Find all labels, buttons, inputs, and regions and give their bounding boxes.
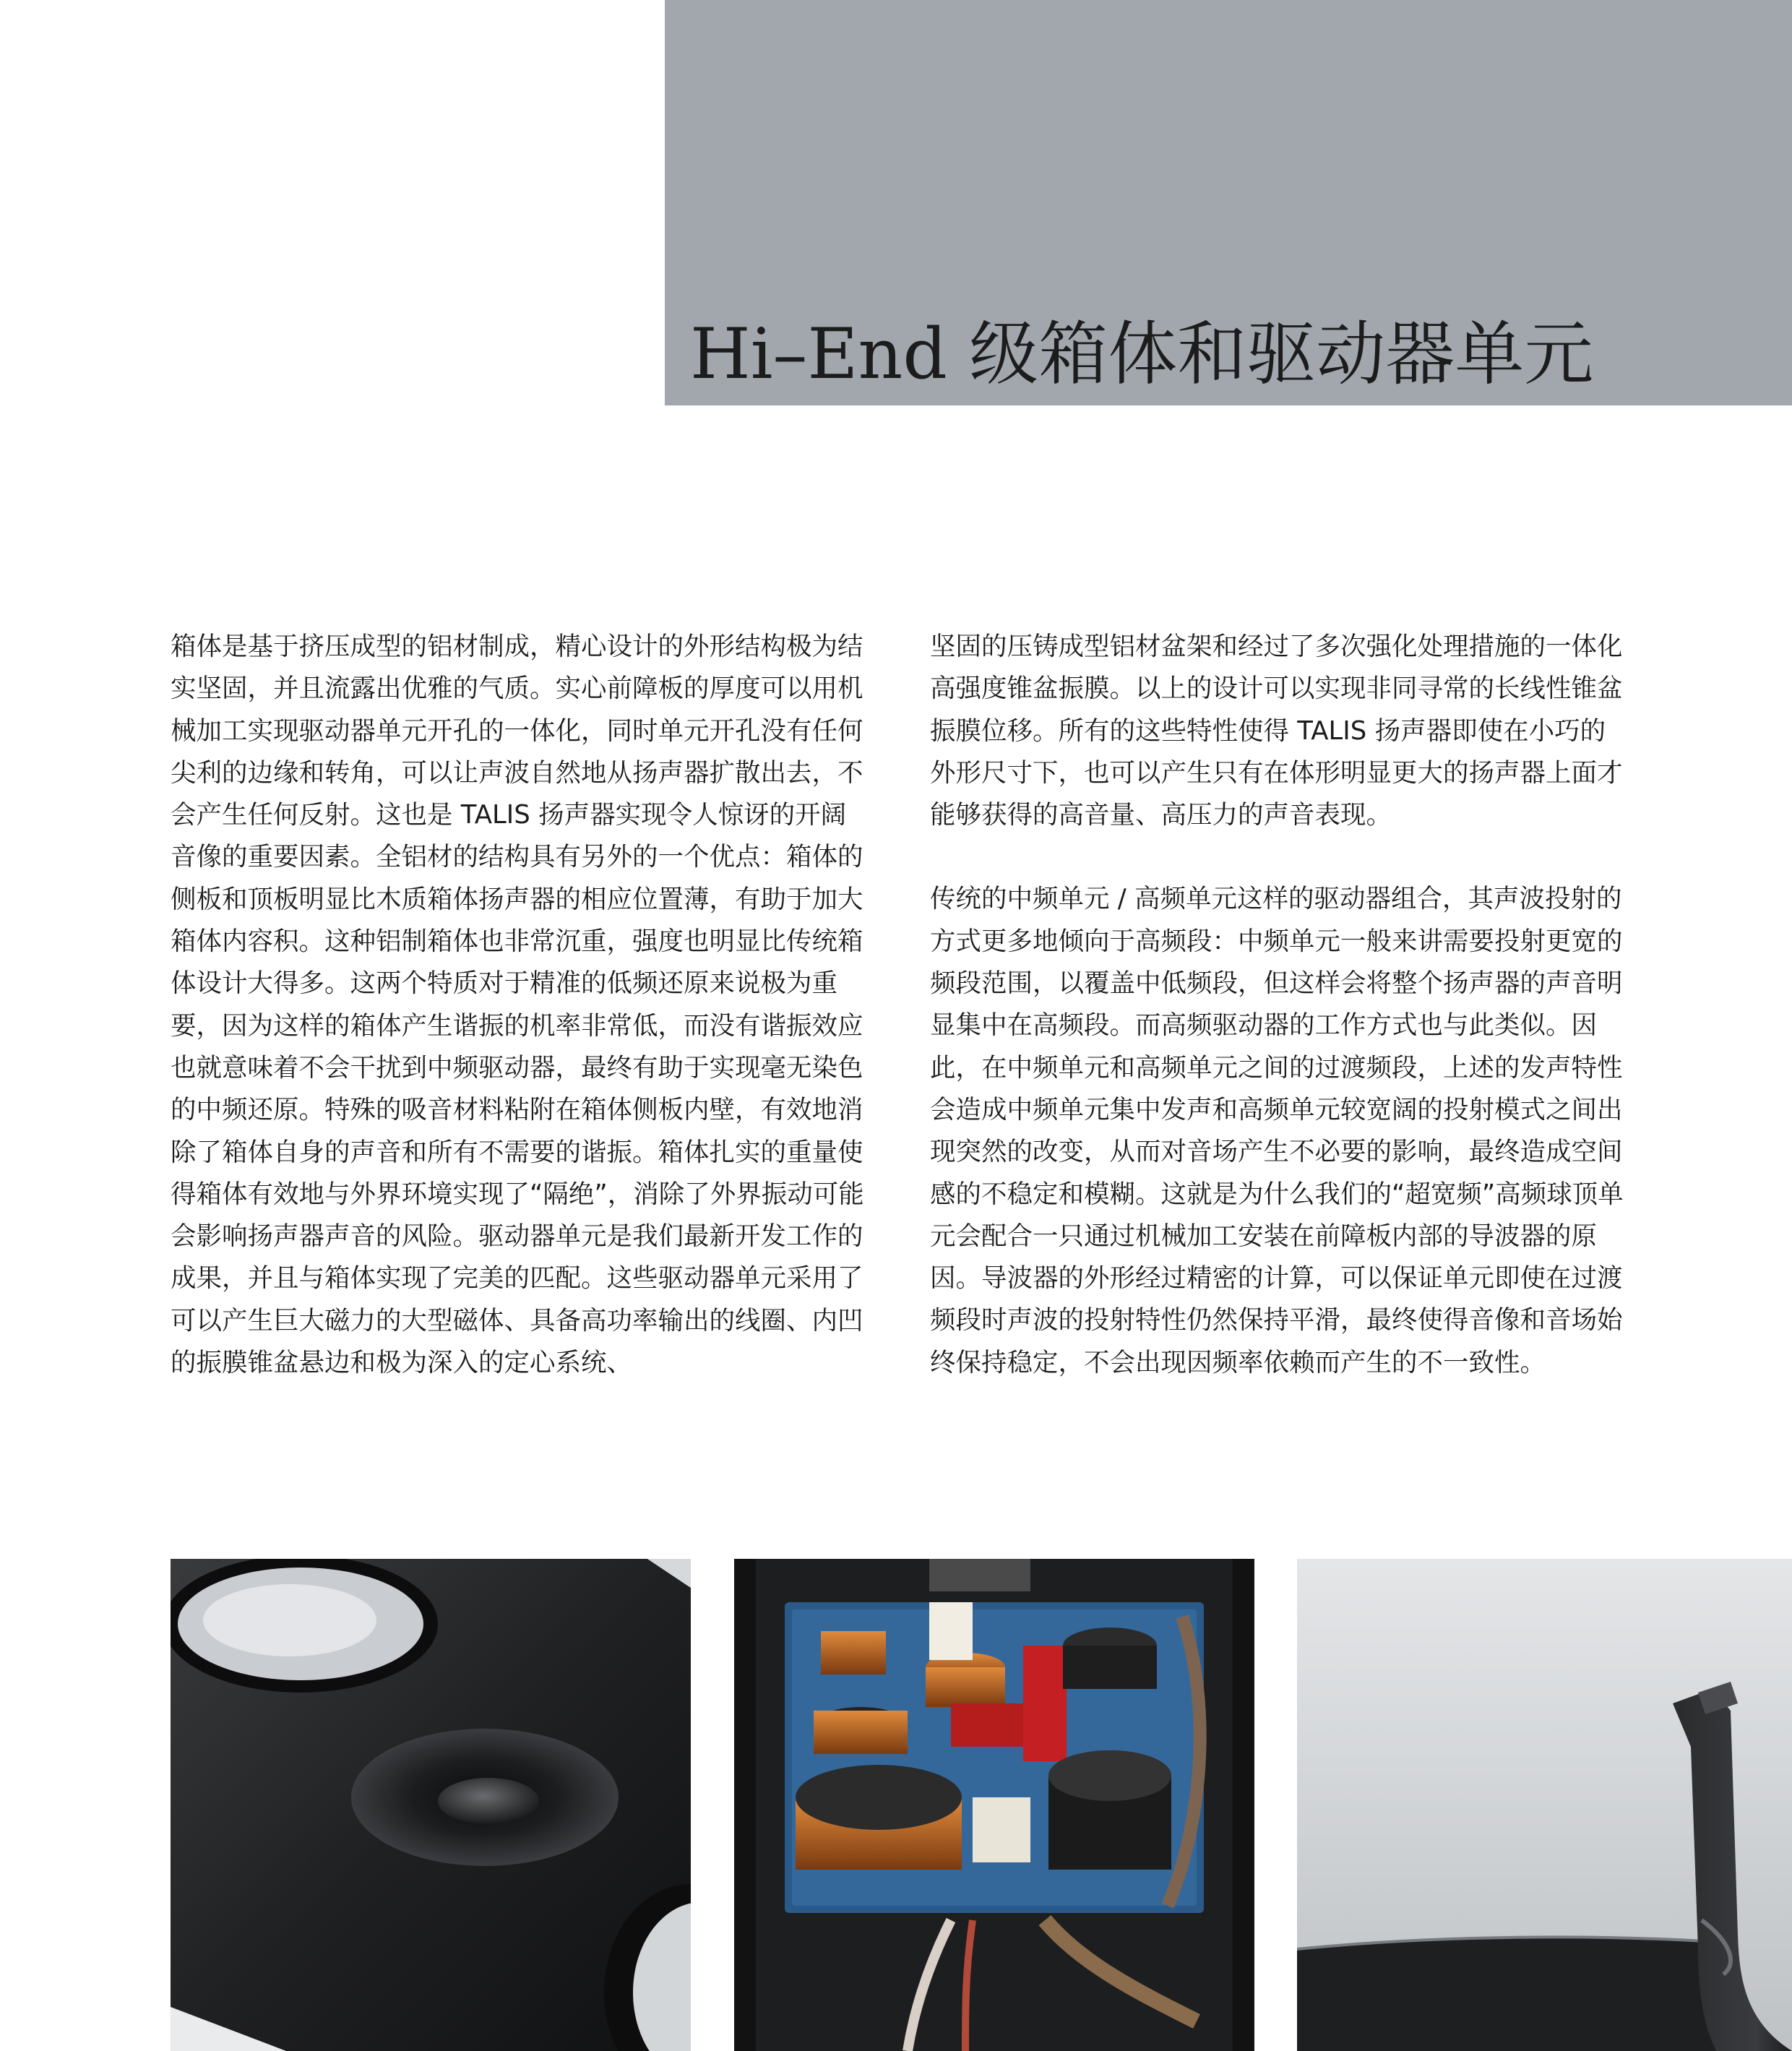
right-column	[930, 626, 1624, 1384]
crossover-photo	[734, 1559, 1254, 2051]
front-baffle-photo	[171, 1559, 691, 2051]
left-column	[171, 626, 864, 1384]
page-title: Hi–End 级箱体和驱动器单元	[690, 314, 1594, 395]
right-column-paragraph-2: 传统的中频单元 / 高频单元这样的驱动器组合，其声波投射的方式更多地倾向于高频段：中频单元一般来讲需要投射更宽的频段范围，以覆盖中低频段，但这样会将整个扬声器的声音明显集中在高频段。而高频驱动器的工作方式也与此类似。因此，在中频单元和高频单元之间的过渡频段，上述的发声特性会造成中频单元集中发声和高频单元较宽阔的投射模式之间出现突然的改变，从而对音场产生不必要的影响，最终造成空间感的不稳定和模糊。这就是为什么我们的“超宽频”高频球顶单元会配合一只通过机械加工安装在前障板内部的导波器的原因。导波器的外形经过精密的计算，可以保证单元即使在过渡频段时声波的投射特性仍然保持平滑，最终使得音像和音场始终保持稳定，不会出现因频率依赖而产生的不一致性。	[930, 884, 1624, 1377]
right-column-paragraph-1: 坚固的压铸成型铝材盆架和经过了多次强化处理措施的一体化高强度锥盆振膜。以上的设计可以实现非同寻常的长线性锥盆振膜位移。所有的这些特性使得 TALIS 扬声器即使在小巧的外形尺寸下，也可以产生只有在体形明显更大的扬声器上面才能够获得的高音量、高压力的声音表现。	[930, 632, 1623, 830]
left-column-text: 箱体是基于挤压成型的铝材制成，精心设计的外形结构极为结实坚固，并且流露出优雅的气质。实心前障板的厚度可以用机械加工实现驱动器单元开孔的一体化，同时单元开孔没有任何尖利的边缘和转角，可以让声波自然地从扬声器扩散出去，不会产生任何反射。这也是 TALIS 扬声器实现令人惊讶的开阔音像的重要因素。全铝材的结构具有另外的一个优点：箱体的侧板和顶板明显比木质箱体扬声器的相应位置薄，有助于加大箱体内容积。这种铝制箱体也非常沉重，强度也明显比传统箱体设计大得多。这两个特质对于精准的低频还原来说极为重要，因为这样的箱体产生谐振的机率非常低，而没有谐振效应也就意味着不会干扰到中频驱动器，最终有助于实现毫无染色的中频还原。特殊的吸音材料粘附在箱体侧板内壁，有效地消除了箱体自身的声音和所有不需要的谐振。箱体扎实的重量使得箱体有效地与外界环境实现了“隔绝”，消除了外界振动可能会影响扬声器声音的风险。驱动器单元是我们最新开发工作的成果，并且与箱体实现了完美的匹配。这些驱动器单元采用了可以产生巨大磁力的大型磁体、具备高功率输出的线圈、内凹的振膜锥盆悬边和极为深入的定心系统、	[171, 632, 864, 1378]
aluminium-profile-photo	[1297, 1559, 1792, 2051]
